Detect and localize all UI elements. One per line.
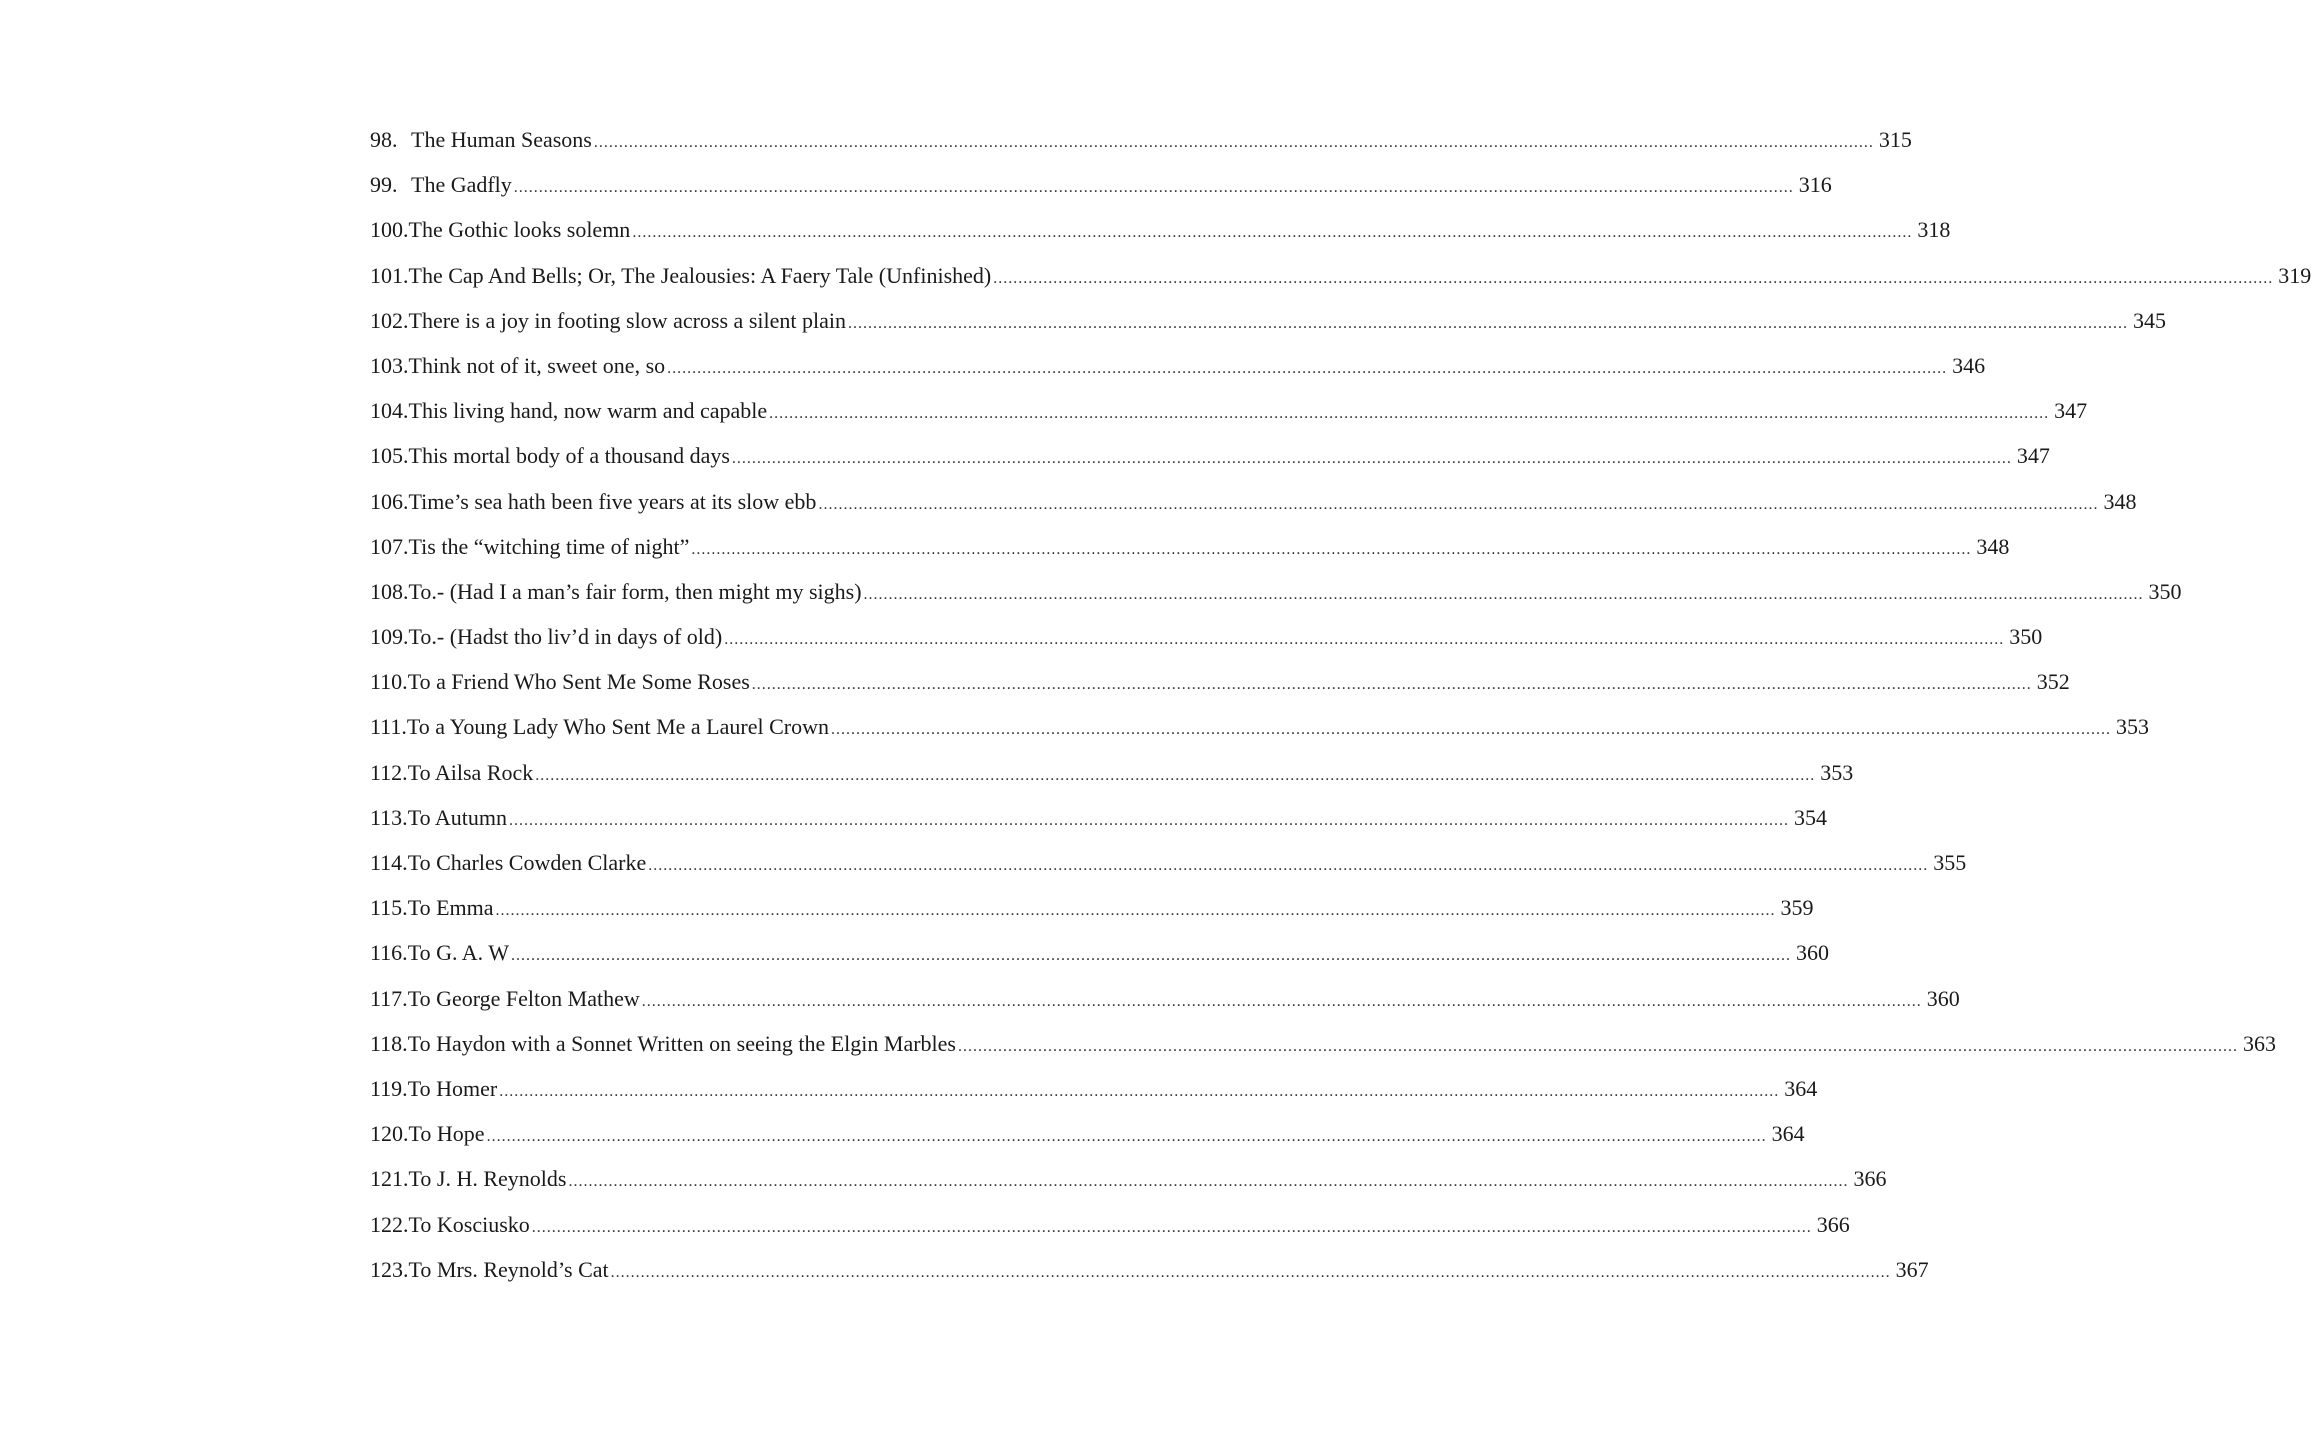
entry-page-number: 366 [1853, 1166, 1887, 1192]
toc-entry[interactable] [370, 664, 2070, 709]
entry-title: This mortal body of a thousand days [408, 443, 730, 469]
dot-leader [691, 532, 1971, 568]
entry-number: 115. [370, 895, 408, 921]
toc-entry[interactable] [370, 1252, 1929, 1297]
toc-entry[interactable] [370, 303, 2166, 348]
toc-entry[interactable] [370, 348, 1986, 393]
toc-entry[interactable] [370, 1161, 1887, 1206]
entry-title: The Cap And Bells; Or, The Jealousies: A Faery Tale (Unfinished) [408, 262, 992, 288]
dot-leader [769, 396, 2049, 432]
toc-entry[interactable] [370, 212, 1951, 257]
toc-entry[interactable] [370, 1207, 1850, 1252]
entry-number: 121. [370, 1166, 409, 1192]
entry-number: 119. [370, 1075, 408, 1101]
dot-leader [535, 758, 1815, 794]
entry-title: To a Young Lady Who Sent Me a Laurel Crown [406, 714, 829, 740]
entry-page-number: 360 [1796, 940, 1830, 966]
entry-page-number: 363 [2242, 1030, 2276, 1056]
entry-number: 105. [370, 443, 409, 469]
entry-title: The Human Seasons [411, 127, 592, 152]
entry-page-number: 346 [1952, 352, 1986, 378]
entry-number: 104. [370, 398, 409, 424]
entry-title: To Mrs. Reynold’s Cat [408, 1256, 609, 1282]
dot-leader [514, 170, 1794, 206]
entry-page-number: 345 [2132, 307, 2166, 333]
entry-title: To G. A. W [407, 940, 510, 966]
entry-number: 109. [370, 624, 409, 650]
toc-entry[interactable] [370, 393, 2088, 438]
toc-entry[interactable] [370, 167, 1832, 212]
toc-entry[interactable] [370, 258, 2311, 303]
entry-title: To J. H. Reynolds [408, 1166, 567, 1192]
entry-title: There is a joy in footing slow across a silent plain [408, 307, 846, 333]
toc-entry[interactable] [370, 755, 1854, 800]
toc-entry[interactable] [370, 574, 2182, 619]
dot-leader [499, 1074, 1779, 1110]
dot-leader [496, 893, 1776, 929]
dot-leader [532, 1210, 1812, 1246]
entry-page-number: 364 [1784, 1075, 1818, 1101]
toc-entry[interactable] [370, 484, 2137, 529]
entry-page-number: 367 [1895, 1256, 1929, 1282]
entry-title: To.- (Hadst tho liv’d in days of old) [408, 624, 723, 650]
entry-page-number: 347 [2016, 443, 2050, 469]
entry-number: 101. [370, 262, 409, 288]
entry-title: The Gothic looks solemn [408, 217, 631, 243]
dot-leader [594, 125, 1874, 161]
entry-page-number: 354 [1794, 804, 1827, 830]
dot-leader [848, 306, 2128, 342]
entry-number: 98. [370, 127, 398, 152]
toc-entry[interactable] [370, 1116, 1805, 1161]
entry-number: 123. [370, 1256, 409, 1282]
entry-title: To.- (Had I a man’s fair form, then might my sighs) [408, 578, 862, 604]
dot-leader [958, 1029, 2238, 1065]
entry-number: 113. [370, 804, 408, 830]
toc-entry[interactable] [370, 529, 2010, 574]
entry-number: 118. [370, 1030, 408, 1056]
entry-number: 99. [370, 172, 398, 198]
entry-page-number: 350 [2009, 624, 2043, 650]
entry-title: To Charles Cowden Clarke [407, 850, 647, 875]
entry-page-number: 319 [2278, 262, 2311, 288]
entry-title: Time’s sea hath been five years at its slow ebb [408, 488, 817, 514]
entry-title: To Emma [407, 895, 494, 921]
entry-title: This living hand, now warm and capable [408, 398, 768, 424]
dot-leader [632, 215, 1912, 251]
dot-leader [818, 487, 2098, 523]
entry-number: 122. [370, 1211, 409, 1237]
toc-entry[interactable] [370, 981, 1960, 1026]
entry-title: To George Felton Mathew [407, 985, 640, 1011]
entry-number: 114. [370, 850, 408, 875]
entry-number: 102. [370, 307, 409, 333]
entry-number: 106. [370, 488, 409, 514]
entry-page-number: 316 [1798, 172, 1832, 198]
entry-number: 116. [370, 940, 408, 966]
entry-title: To Ailsa Rock [407, 759, 534, 785]
dot-leader [642, 984, 1922, 1020]
toc-entry[interactable] [370, 122, 1912, 167]
entry-title: Think not of it, sweet one, so [408, 352, 666, 378]
entry-page-number: 359 [1780, 895, 1814, 921]
dot-leader [864, 577, 2144, 613]
entry-page-number: 355 [1933, 850, 1967, 875]
dot-leader [993, 261, 2273, 297]
entry-page-number: 366 [1816, 1211, 1850, 1237]
entry-number: 103. [370, 352, 409, 378]
toc-entry[interactable] [370, 1026, 2276, 1071]
entry-title: To Homer [407, 1075, 498, 1101]
dot-leader [667, 351, 1947, 387]
entry-page-number: 364 [1771, 1121, 1805, 1147]
entry-number: 107. [370, 533, 409, 559]
entry-number: 112. [370, 759, 408, 785]
entry-number: 117. [370, 985, 408, 1011]
entry-page-number: 350 [2148, 578, 2182, 604]
entry-title: To Autumn [407, 804, 507, 830]
entry-number: 100. [370, 217, 409, 243]
dot-leader [487, 1119, 1767, 1155]
entry-page-number: 360 [1926, 985, 1960, 1011]
toc-entry[interactable] [370, 1071, 1818, 1116]
toc-entry[interactable] [370, 800, 1827, 845]
entry-page-number: 353 [2115, 714, 2149, 740]
dot-leader [611, 1255, 1891, 1291]
toc-entry[interactable] [370, 845, 1967, 890]
dot-leader [831, 712, 2111, 748]
entry-page-number: 352 [2036, 669, 2070, 695]
entry-page-number: 315 [1878, 127, 1912, 152]
entry-title: Tis the “witching time of night” [408, 533, 690, 559]
dot-leader [752, 667, 2032, 703]
entry-number: 111. [370, 714, 407, 740]
dot-leader [648, 848, 1928, 884]
dot-leader [511, 938, 1791, 974]
entry-page-number: 318 [1917, 217, 1951, 243]
entry-page-number: 353 [1820, 759, 1854, 785]
toc-entry[interactable] [370, 935, 1830, 980]
entry-title: To a Friend Who Sent Me Some Roses [407, 669, 750, 695]
entry-page-number: 348 [1976, 533, 2010, 559]
entry-title: The Gadfly [411, 172, 512, 198]
dot-leader [509, 803, 1789, 839]
dot-leader [724, 622, 2004, 658]
entry-title: To Haydon with a Sonnet Written on seeing the Elgin Marbles [407, 1030, 956, 1056]
toc-entry[interactable] [370, 890, 1814, 935]
toc-entry[interactable] [370, 438, 2050, 483]
table-of-contents [370, 122, 2311, 1297]
toc-entry[interactable] [370, 619, 2043, 664]
entry-number: 120. [370, 1121, 409, 1147]
entry-page-number: 347 [2054, 398, 2088, 424]
entry-title: To Hope [408, 1121, 485, 1147]
entry-number: 110. [370, 669, 408, 695]
toc-entry[interactable] [370, 709, 2149, 754]
entry-number: 108. [370, 578, 409, 604]
entry-title: To Kosciusko [408, 1211, 530, 1237]
entry-page-number: 348 [2103, 488, 2137, 514]
dot-leader [568, 1164, 1848, 1200]
dot-leader [732, 441, 2012, 477]
